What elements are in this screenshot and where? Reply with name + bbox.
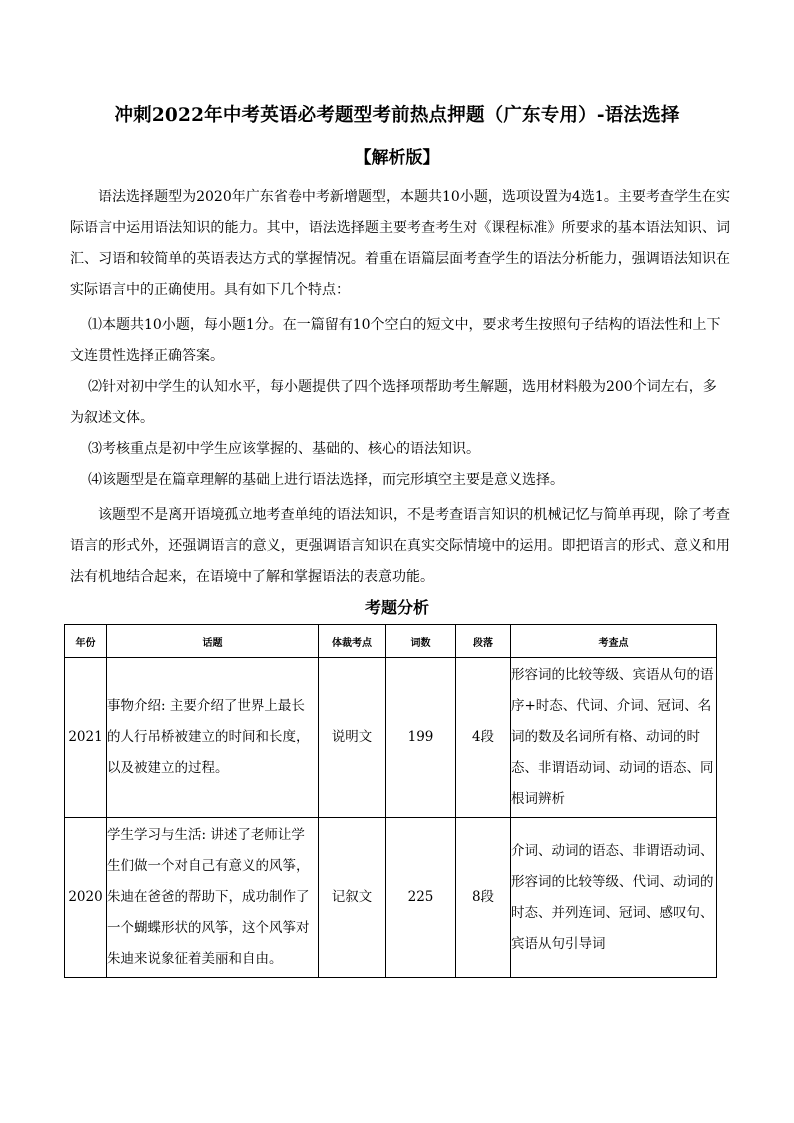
table-row (65, 818, 717, 978)
cell-topic: 学生学习与生活: 讲述了老师让学生们做一个对自己有意义的风筝，朱迪在爸爸的帮助下，成功制作了一个蝴蝶形状的风筝，这个风筝对朱迪来说象征着美丽和自由。 (107, 818, 319, 978)
cell-points: 介词、动词的语态、非谓语动词、形容词的比较等级、代词、动词的时态、并列连词、冠词、感叹句、宾语从句引导词 (511, 818, 717, 978)
table-header-row (65, 625, 717, 658)
header-year: 年份 (65, 625, 107, 658)
cell-paragraphs: 8段 (456, 818, 511, 978)
cell-year: 2021 (65, 658, 107, 818)
cell-words: 199 (386, 658, 456, 818)
cell-topic: 事物介绍: 主要介绍了世界上最长的人行吊桥被建立的时间和长度，以及被建立的过程。 (107, 658, 319, 818)
document-title: 冲刺2022年中考英语必考题型考前热点押题（广东专用）-语法选择 (114, 105, 680, 126)
cell-words: 225 (386, 818, 456, 978)
table-row (65, 658, 717, 818)
cell-genre: 说明文 (319, 658, 386, 818)
header-points: 考查点 (511, 625, 717, 658)
feature-item-3: ⑶考核重点是初中学生应该掌握的、基础的、核心的语法知识。 (88, 441, 480, 457)
document-subtitle: 【解析版】 (354, 148, 440, 168)
header-genre: 体裁考点 (319, 625, 386, 658)
cell-points: 形容词的比较等级、宾语从句的语序+时态、代词、介词、冠词、名词的数及名词所有格、动词的时态、非谓语动词、动词的语态、同根词辨析 (511, 658, 717, 818)
cell-genre: 记叙文 (319, 818, 386, 978)
feature-item-4: ⑷该题型是在篇章理解的基础上进行语法选择，而完形填空主要是意义选择。 (88, 472, 564, 488)
cell-paragraphs: 4段 (456, 658, 511, 818)
conclusion-paragraph: 该题型不是离开语境孤立地考查单纯的语法知识，不是考查语言知识的机械记忆与简单再现，除了考查语言的形式外，还强调语言的意义，更强调语言知识在真实交际情境中的运用。即把语言的形式、意义和用法有机地结合起来，在语境中了解和掌握语法的表意功能。 (70, 507, 730, 585)
feature-item-1: ⑴本题共10小题，每小题1分。在一篇留有10个空白的短文中，要求考生按照句子结构的语法性和上下文连贯性选择正确答案。 (70, 317, 721, 364)
header-paragraphs: 段落 (456, 625, 511, 658)
intro-paragraph: 语法选择题型为2020年广东省卷中考新增题型，本题共10小题，选项设置为4选1。主要考查学生在实际语言中运用语法知识的能力。其中，语法选择题主要考查考生对《课程标准》所要求的基本语法知识、词汇、习语和较简单的英语表达方式的掌握情况。着重在语篇层面考查学生的语法分析能力，强调语法知识在实际语言中的正确使用。具有如下几个特点： (70, 189, 730, 298)
cell-year: 2020 (65, 818, 107, 978)
header-words: 词数 (386, 625, 456, 658)
header-topic: 话题 (107, 625, 319, 658)
table-heading: 考题分析 (364, 598, 429, 617)
exam-analysis-table (64, 624, 717, 978)
feature-item-2: ⑵针对初中学生的认知水平，每小题提供了四个选择项帮助考生解题，选用材料般为200个词左右，多为叙述文体。 (70, 379, 717, 426)
